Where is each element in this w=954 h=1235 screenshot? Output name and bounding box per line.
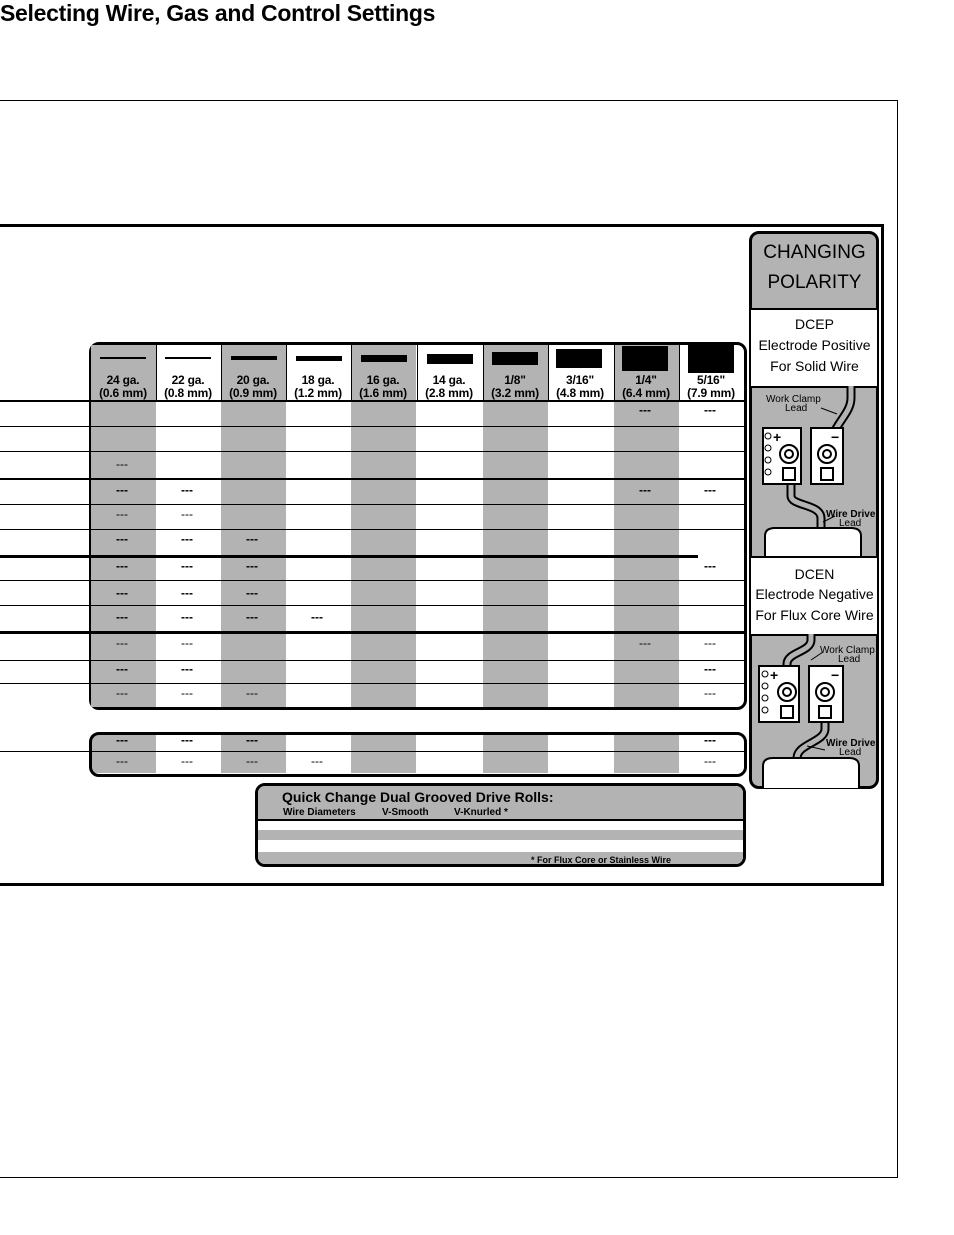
wire-size-swatch [427, 354, 473, 364]
wire-size-swatch [556, 349, 602, 368]
wire-size-swatch [231, 356, 277, 360]
dcep-wire-drive-housing [765, 528, 861, 556]
dcep-wire-drive-lead-label: Lead [839, 518, 862, 529]
wire-size-swatch [165, 357, 211, 359]
drive-rolls-box [255, 783, 746, 867]
table-cell-dash: --- [116, 610, 128, 624]
dcen-line2: For Flux Core Wire [755, 607, 874, 623]
column-divider [351, 345, 352, 400]
table-cell-dash: --- [116, 457, 128, 471]
table-cell-dash: --- [704, 754, 716, 768]
table-cell-dash: --- [181, 586, 193, 600]
row-rule [0, 605, 747, 606]
dcep-line2: For Solid Wire [770, 358, 859, 374]
column-divider [221, 345, 222, 400]
table-cell-dash: --- [704, 559, 716, 573]
table-cell-dash: --- [181, 483, 193, 497]
column-divider [614, 345, 615, 400]
column-divider [679, 345, 680, 400]
row-rule [0, 400, 747, 402]
row-rule [0, 478, 747, 480]
dcen-work-clamp-lead-label: Lead [838, 654, 861, 665]
column-gauge-label: 16 ga. [366, 373, 400, 387]
table-cell-dash: --- [116, 507, 128, 521]
dcen-plus-sign: + [770, 667, 779, 683]
table-cell-dash: --- [246, 586, 258, 600]
column-gauge-label: 1/8" [504, 373, 526, 387]
column-mm-label: (0.6 mm) [99, 386, 147, 400]
table-cell-dash: --- [704, 686, 716, 700]
column-mm-label: (0.8 mm) [164, 386, 212, 400]
table-cell-dash: --- [181, 507, 193, 521]
dcep-wiring-diagram [751, 386, 877, 556]
polarity-heading-line1: CHANGING [763, 242, 866, 263]
table-cell-dash: --- [181, 559, 193, 573]
table-cell-dash: --- [246, 610, 258, 624]
column-gauge-label: 14 ga. [432, 373, 466, 387]
wire-size-swatch [688, 345, 734, 373]
table-cell-dash: --- [246, 532, 258, 546]
chart-frame-top [0, 224, 884, 227]
table-cell-dash: --- [704, 662, 716, 676]
column-gauge-label: 24 ga. [106, 373, 140, 387]
table-cell-dash: --- [181, 636, 193, 650]
table-cell-dash: --- [704, 483, 716, 497]
table-cell-dash: --- [639, 636, 651, 650]
column-gauge-label: 5/16" [696, 373, 726, 387]
drive-rolls-col-smooth: V-Smooth [382, 807, 429, 818]
column-gauge-label: 22 ga. [171, 373, 205, 387]
wire-size-swatch [361, 355, 407, 362]
table-cell-dash: --- [246, 733, 258, 747]
table-cell-dash: --- [704, 733, 716, 747]
table-cell-dash: --- [116, 686, 128, 700]
table-cell-dash: --- [116, 733, 128, 747]
table-cell-dash: --- [116, 483, 128, 497]
table-cell-dash: --- [704, 636, 716, 650]
row-rule [0, 660, 747, 661]
wire-size-swatch [100, 357, 146, 359]
column-divider [286, 345, 287, 400]
drive-rolls-rule [258, 819, 743, 821]
dcep-plus-sign: + [773, 429, 782, 445]
wire-size-swatch [296, 356, 342, 361]
column-mm-label: (4.8 mm) [556, 386, 604, 400]
drive-rolls-band-1 [258, 830, 743, 840]
table-cell-dash: --- [116, 636, 128, 650]
wire-size-swatch [492, 352, 538, 365]
dcen-wire-drive-label: Wire Drive [826, 738, 876, 749]
table-cell-dash: --- [246, 686, 258, 700]
row-rule [0, 580, 747, 581]
table-cell-dash: --- [639, 483, 651, 497]
column-divider [156, 345, 157, 400]
page-bottom-rule [0, 1177, 898, 1178]
column-gauge-label: 18 ga. [301, 373, 335, 387]
chart-frame-right [881, 224, 884, 886]
column-mm-label: (3.2 mm) [491, 386, 539, 400]
dcen-wire-drive-lead-label: Lead [839, 747, 862, 758]
column-mm-label: (2.8 mm) [425, 386, 473, 400]
table-cell-dash: --- [246, 559, 258, 573]
page-right-rule [897, 100, 898, 1178]
dcep-work-clamp-label: Work Clamp [766, 394, 821, 405]
table-cell-dash: --- [246, 754, 258, 768]
dcen-work-clamp-label: Work Clamp [820, 645, 875, 656]
table-cell-dash: --- [181, 532, 193, 546]
dcen-minus-sign: − [831, 667, 840, 683]
row-rule [0, 451, 747, 452]
column-divider [483, 345, 484, 400]
dcen-wire-drive-housing [763, 758, 859, 788]
table-cell-dash: --- [116, 532, 128, 546]
table-cell-dash: --- [116, 586, 128, 600]
polarity-heading-line2: POLARITY [767, 272, 862, 293]
dcep-title: DCEP [795, 316, 834, 332]
table-cell-dash: --- [181, 686, 193, 700]
table-cell-dash: --- [311, 610, 323, 624]
column-mm-label: (0.9 mm) [229, 386, 277, 400]
dcep-minus-sign: − [831, 429, 840, 445]
row-rule [0, 631, 747, 634]
table-cell-dash: --- [181, 733, 193, 747]
table-cell-dash: --- [639, 403, 651, 417]
table-cell-dash: --- [181, 662, 193, 676]
table-cell-dash: --- [311, 754, 323, 768]
dcep-line1: Electrode Positive [758, 337, 871, 353]
page-top-rule [0, 100, 898, 101]
dcen-title: DCEN [794, 566, 835, 582]
table-cell-dash: --- [704, 403, 716, 417]
dcep-work-clamp-lead-label: Lead [785, 403, 808, 414]
column-gauge-label: 1/4" [635, 373, 657, 387]
column-mm-label: (1.2 mm) [294, 386, 342, 400]
row-rule [0, 555, 698, 558]
column-gauge-label: 20 ga. [236, 373, 270, 387]
column-mm-label: (1.6 mm) [359, 386, 407, 400]
table-cell-dash: --- [116, 754, 128, 768]
column-gauge-label: 3/16" [565, 373, 595, 387]
table-cell-dash: --- [181, 754, 193, 768]
row-rule [0, 683, 747, 684]
column-mm-label: (7.9 mm) [687, 386, 735, 400]
drive-rolls-footnote: * For Flux Core or Stainless Wire [531, 855, 671, 865]
row-rule [0, 504, 747, 505]
drive-rolls-title: Quick Change Dual Grooved Drive Rolls: [282, 789, 554, 805]
table-cell-dash: --- [116, 559, 128, 573]
table-cell-dash: --- [116, 662, 128, 676]
table-cell-dash: --- [181, 610, 193, 624]
row-rule [0, 529, 747, 530]
column-divider [417, 345, 418, 400]
drive-rolls-col-knurled: V-Knurled * [454, 807, 508, 818]
row-rule [0, 426, 747, 427]
drive-rolls-col-diam: Wire Diameters [283, 807, 356, 818]
column-mm-label: (6.4 mm) [622, 386, 670, 400]
dcep-wire-drive-label: Wire Drive [826, 509, 876, 520]
page-title: Selecting Wire, Gas and Control Settings [0, 0, 436, 26]
wire-size-swatch [622, 346, 668, 371]
column-divider [548, 345, 549, 400]
chart-frame-bottom [0, 883, 884, 886]
dcen-line1: Electrode Negative [755, 586, 874, 602]
